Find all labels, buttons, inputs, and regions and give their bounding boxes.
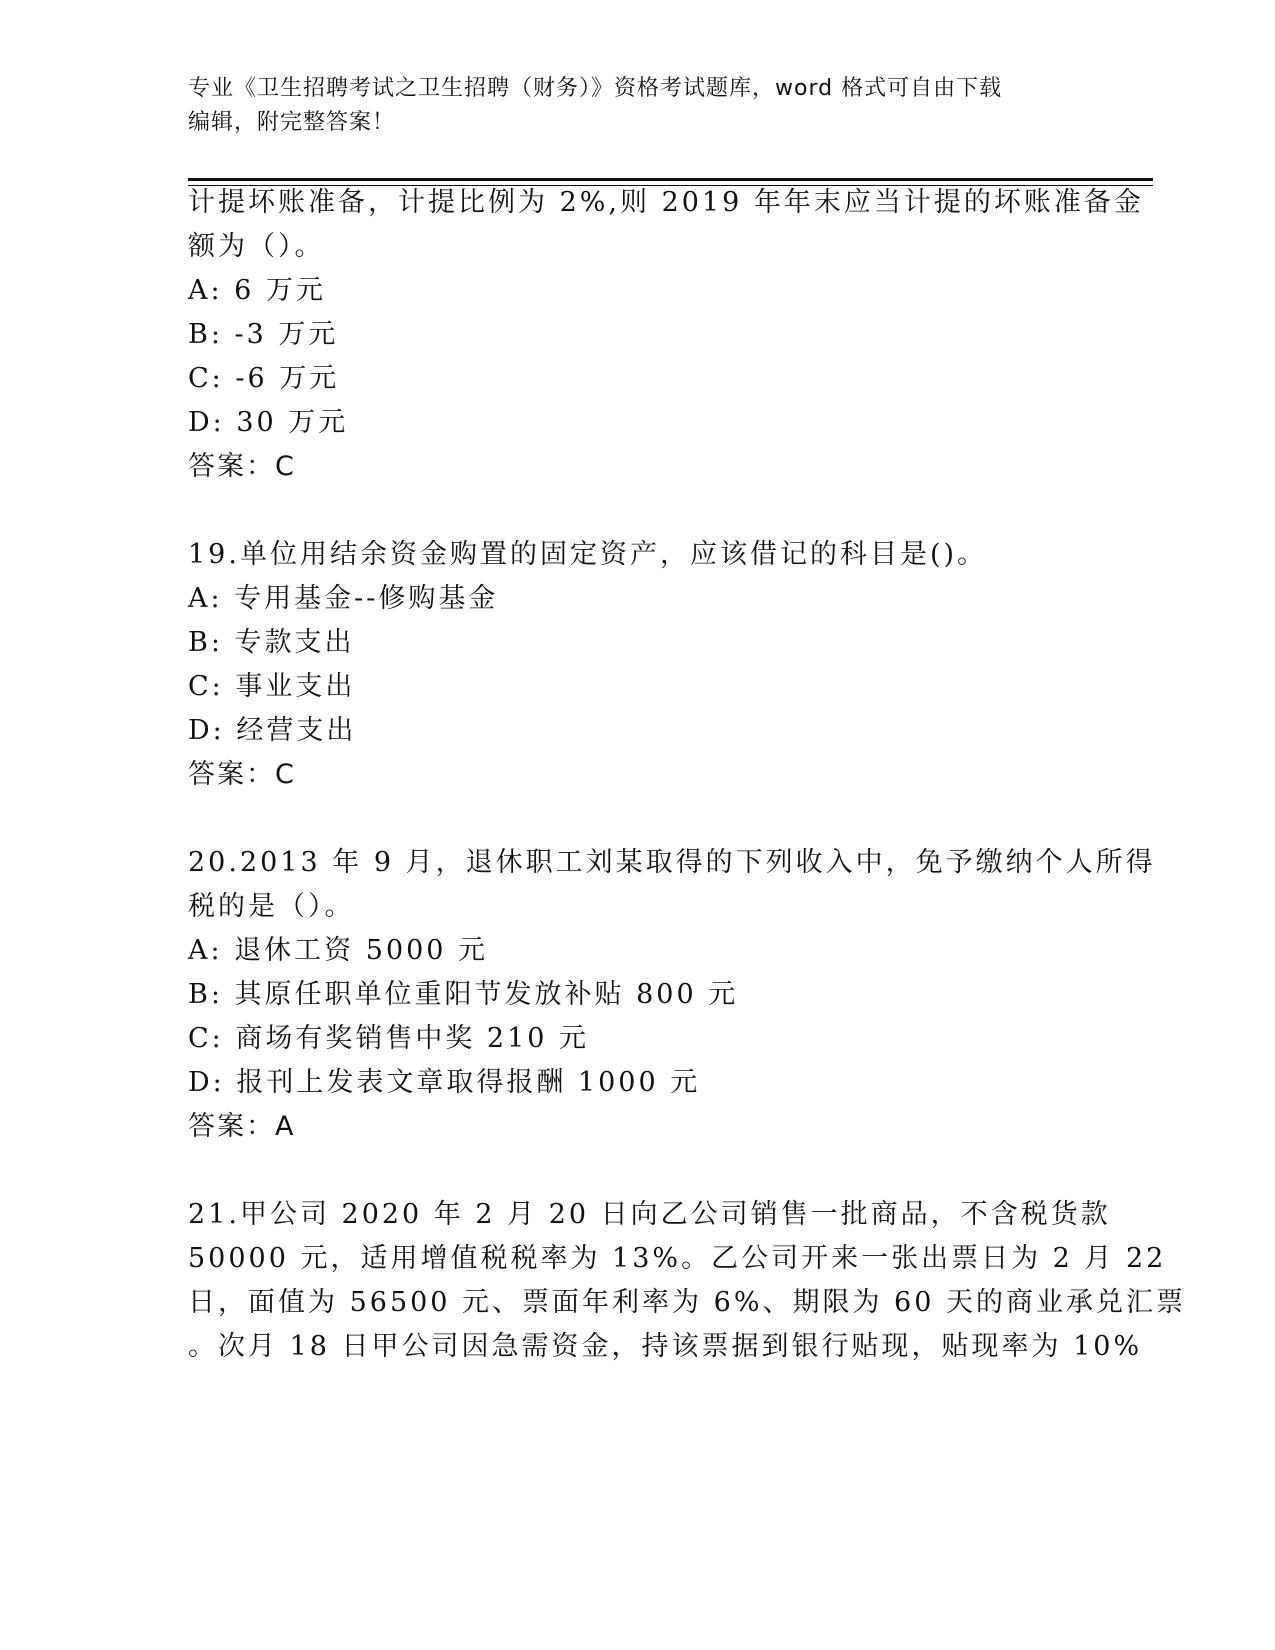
option-a: A: 6 万元 bbox=[188, 275, 326, 306]
option-a: A: 专用基金--修购基金 bbox=[188, 583, 499, 614]
question-text: 19.单位用结余资金购置的固定资产，应该借记的科目是()。 bbox=[188, 539, 988, 570]
question-text: 计提坏账准备，计提比例为 2%,则 2019 年年末应当计提的坏账准备金 bbox=[188, 187, 1144, 218]
header-line-1: 专业《卫生招聘考试之卫生招聘（财务）》资格考试题库，word 格式可自由下载 bbox=[188, 76, 1003, 101]
question-text: 50000 元，适用增值税税率为 13%。乙公司开来一张出票日为 2 月 22 bbox=[188, 1243, 1167, 1274]
question-text: 额为（）。 bbox=[188, 231, 325, 262]
question-text: 21.甲公司 2020 年 2 月 20 日向乙公司销售一批商品，不含税货款 bbox=[188, 1199, 1111, 1230]
header-divider-thick bbox=[188, 178, 1153, 181]
answer: 答案：A bbox=[188, 1111, 296, 1142]
option-c: C: -6 万元 bbox=[188, 363, 340, 394]
option-a: A: 退休工资 5000 元 bbox=[188, 935, 489, 966]
option-b: B: 其原任职单位重阳节发放补贴 800 元 bbox=[188, 979, 739, 1010]
option-b: B: -3 万元 bbox=[188, 319, 339, 350]
question-text: 20.2013 年 9 月，退休职工刘某取得的下列收入中，免予缴纳个人所得 bbox=[188, 847, 1156, 878]
option-d: D: 报刊上发表文章取得报酬 1000 元 bbox=[188, 1067, 701, 1098]
option-b: B: 专款支出 bbox=[188, 627, 355, 658]
option-c: C: 商场有奖销售中奖 210 元 bbox=[188, 1023, 590, 1054]
question-text: 。次月 18 日甲公司因急需资金，持该票据到银行贴现，贴现率为 10% bbox=[188, 1331, 1143, 1362]
option-d: D: 经营支出 bbox=[188, 715, 357, 746]
question-text: 日，面值为 56500 元、票面年利率为 6%、期限为 60 天的商业承兑汇票 bbox=[188, 1287, 1186, 1318]
answer: 答案：C bbox=[188, 451, 296, 482]
question-text: 税的是（）。 bbox=[188, 891, 355, 922]
option-d: D: 30 万元 bbox=[188, 407, 349, 438]
option-c: C: 事业支出 bbox=[188, 671, 356, 702]
document-header bbox=[188, 72, 1068, 140]
answer: 答案：C bbox=[188, 759, 296, 790]
header-line-2: 编辑，附完整答案！ bbox=[188, 110, 396, 135]
